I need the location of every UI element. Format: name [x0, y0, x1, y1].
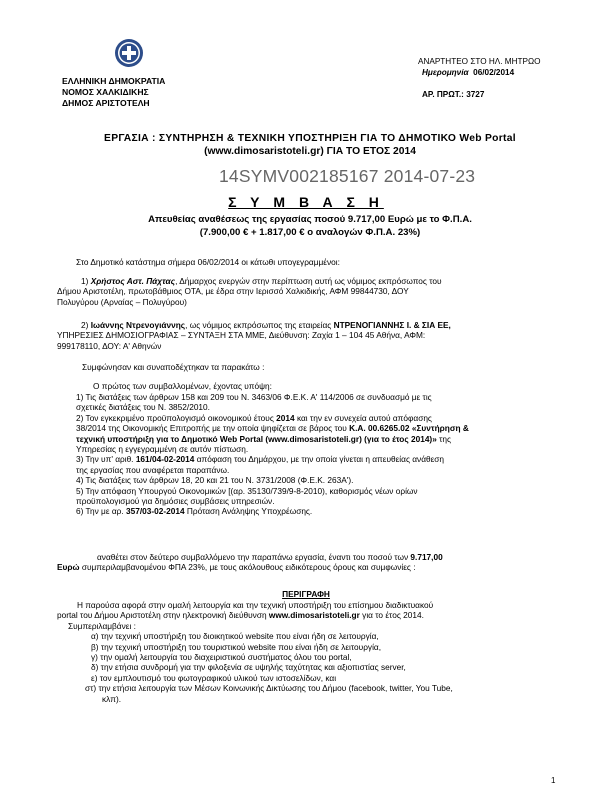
document-title: ΕΡΓΑΣΙΑ : ΣΥΝΤΗΡΗΣΗ & ΤΕΧΝΙΚΗ ΥΠΟΣΤΗΡΙΞΗ ΓΙΑ ΤΟ ΔΗΜΟΤΙΚΟ Web Portal (www.dimosaristoteli.gr) ΓΙΑ ΤΟ ΕΤΟΣ 2014: [104, 133, 516, 157]
page-number: 1: [551, 776, 556, 785]
document-meta: [418, 56, 541, 100]
considerations-intro: Ο πρώτος των συμβαλλομένων, έχοντας υπόψη:: [93, 381, 272, 391]
assignment-clause: αναθέτει στον δεύτερο συμβαλλόμενο την παραπάνω εργασία, έναντι του ποσού των 9.717,00 Ευρώ συμπεριλαμβανομένου ΦΠΑ 23%, με τους ακόλουθους ειδικότερους όρους και συμφωνίες :: [57, 552, 443, 573]
list-item: α) την τεχνική υποστήριξη του διοικητικού website που είναι ήδη σε λειτουργία,: [91, 631, 379, 642]
list-item: γ) την ομαλή λειτουργία του διαχειριστικού συστήματος όλου του portal,: [91, 652, 352, 663]
section-heading: ΠΕΡΙΓΡΑΦΗ: [282, 589, 330, 599]
list-item: δ) την ετήσια συνδρομή για την φιλοξενία σε υψηλής ταχύτητας και αξιοπιστίας server,: [91, 662, 406, 673]
issuing-authority: [62, 76, 165, 110]
registry-stamp: 14SYMV002185167 2014-07-23: [219, 166, 476, 186]
list-item: β) την τεχνική υποστήριξη του τουριστικού website που είναι ήδη σε λειτουργία,: [91, 641, 382, 652]
intro-text: Στο Δημοτικό κατάστημα σήμερα 06/02/2014 οι κάτωθι υπογεγραμμένοι:: [76, 257, 340, 267]
posted-notice: ΑΝΑΡΤΗΤΕΟ ΣΤΟ ΗΛ. ΜΗΤΡΩΟ: [418, 57, 541, 66]
list-item: 4) Τις διατάξεις των άρθρων 18, 20 και 21 του Ν. 3731/2008 (Φ.Ε.Κ. 263Α').: [76, 475, 354, 486]
agreement-statement: Συμφώνησαν και συναποδέχτηκαν τα παρακάτω :: [82, 362, 265, 372]
list-item: 3) Την υπ' αριθ. 161/04-02-2014 απόφαση του Δημάρχου, με την οποία γίνεται η απευθείας ανάθεση: [76, 454, 445, 465]
description: Η παρούσα αφορά στην ομαλή λειτουργία και την τεχνική υποστήριξη του επίσημου διαδικτυακού portal του Δήμου Αριστοτέλη στην ηλεκτρονική διεύθυνση www.dimosaristoteli.gr για το έτος 2014. Συμπεριλαμβάνει : α) την τεχνική υποστήριξη του διοικητικού website που είναι ήδη σε λειτουργία, β) την τεχνική υποστήριξη του τουριστικού website που είναι ήδη σε λειτουργία, γ) την ομαλή λειτουργία του διαχειριστικού συστήματος όλου του portal, δ) την ετήσια συνδρομή για την φιλοξενία σε υψηλής ταχύτητας και αξιοπιστίας server, ε) τον εμπλουτισμό του φωτογραφικού υλικού των ιστοσελίδων, και στ) την ετήσια λειτουργία των Μέσων Κοινωνικής Δικτύωσης του Δήμου (facebook, twitter, You Tube, κλπ).: [57, 600, 557, 704]
party-2: 2) Ιωάννης Ντρενογιάννης, ως νόμιμος εκπρόσωπος της εταιρείας ΝΤΡΕΝΟΓΙΑΝΝΗΣ Ι. & ΣΙΑ ΕΕ, ΥΠΗΡΕΣΙΕΣ ΔΗΜΟΣΙΟΓΡΑΦΙΑΣ – ΣΥΝΤΑΞΗ ΣΤΑ ΜΜΕ, Διεύθυνση: Ζαχία 1 – 104 45 Αθήνα, ΑΦΜ: 999178110, ΔΟΥ: Α' Αθηνών: [57, 320, 451, 351]
date-line: Ημερομηνία 06/02/2014: [422, 68, 515, 77]
list-item: σχετικές διατάξεις του Ν. 3852/2010.: [76, 402, 210, 413]
list-item: 1) Τις διατάξεις των άρθρων 158 και 209 του Ν. 3463/06 Φ.Ε.Κ. Α' 114/2006 σε συνδυασμό με τις: [76, 392, 432, 402]
list-item: στ) την ετήσια λειτουργία των Μέσων Κοινωνικής Δικτύωσης του Δήμου (facebook, twitter, You Tube,: [85, 683, 453, 694]
authority-line: ΔΗΜΟΣ ΑΡΙΣΤΟΤΕΛΗ: [62, 98, 150, 109]
contract-subtitle: Απευθείας αναθέσεως της εργασίας ποσού 9.717,00 Ευρώ με το Φ.Π.Α. (7.900,00 € + 1.817,00 € ο αναλογών Φ.Π.Α. 23%): [148, 214, 472, 238]
list-item: 6) Την με αρ. 357/03-02-2014 Πρόταση Ανάληψης Υποχρέωσης.: [76, 506, 313, 517]
considerations-list: 1) Τις διατάξεις των άρθρων 158 και 209 του Ν. 3463/06 Φ.Ε.Κ. Α' 114/2006 σε συνδυασμό με τις σχετικές διατάξεις του Ν. 3852/2010. 2) Τον εγκεκριμένο προϋπολογισμό οικονομικού έτους 2014 και την εν συνεχεία αυτού απόφασης 38/2014 της Οικονομικής Επιτροπής με την οποία ψηφίζεται σε βάρος του Κ.Α. 00.6265.02 «Συντήρηση & τεχνική υποστήριξη για το Δημοτικό Web Portal (www.dimosaristoteli.gr) (για το έτος 2014)» της Υπηρεσίας η εγγεγραμμένη σε αυτόν πίστωση. 3) Την υπ' αριθ. 161/04-02-2014 απόφαση του Δημάρχου, με την οποία γίνεται η απευθείας ανάθεση της εργασίας που αναφέρεται παραπάνω. 4) Τις διατάξεις των άρθρων 18, 20 και 21 του Ν. 3731/2008 (Φ.Ε.Κ. 263Α'). 5) Την απόφαση Υπουργού Οικονομικών [(αρ. 35130/739/9-8-2010), καθορισμός νέων ορίων προϋπολογισμού για δημόσιες συμβάσεις υπηρεσιών. 6) Την με αρ. 357/03-02-2014 Πρόταση Ανάληψης Υποχρέωσης.: [76, 392, 560, 517]
protocol-number: ΑΡ. ΠΡΩΤ.: 3727: [422, 90, 485, 99]
list-item: 2) Τον εγκεκριμένο προϋπολογισμό οικονομικού έτους 2014 και την εν συνεχεία αυτού απόφασης: [76, 412, 432, 423]
authority-line: ΕΛΛΗΝΙΚΗ ΔΗΜΟΚΡΑΤΙΑ: [62, 76, 166, 86]
party-1: 1) Χρήστος Αστ. Πάχτας, Δήμαρχος ενεργών στην περίπτωση αυτή ως νόμιμος εκπρόσωπος του Δήμου Αριστοτέλη, πρωτοβάθμιος ΟΤΑ, με έδρα στην Ιερισσό Χαλκιδικής, ΑΦΜ 99844730, ΔΟΥ Πολυγύρου (Αρναίας – Πολυγύρου): [57, 276, 442, 307]
coat-of-arms-icon: [114, 38, 144, 68]
authority-line: ΝΟΜΟΣ ΧΑΛΚΙΔΙΚΗΣ: [62, 87, 149, 98]
list-item: 5) Την απόφαση Υπουργού Οικονομικών [(αρ. 35130/739/9-8-2010), καθορισμός νέων ορίων: [76, 485, 418, 496]
list-item: ε) τον εμπλουτισμό του φωτογραφικού υλικού των ιστοσελίδων, και: [91, 672, 337, 683]
contract-heading: Σ Υ Μ Β Α Σ Η: [228, 194, 384, 210]
